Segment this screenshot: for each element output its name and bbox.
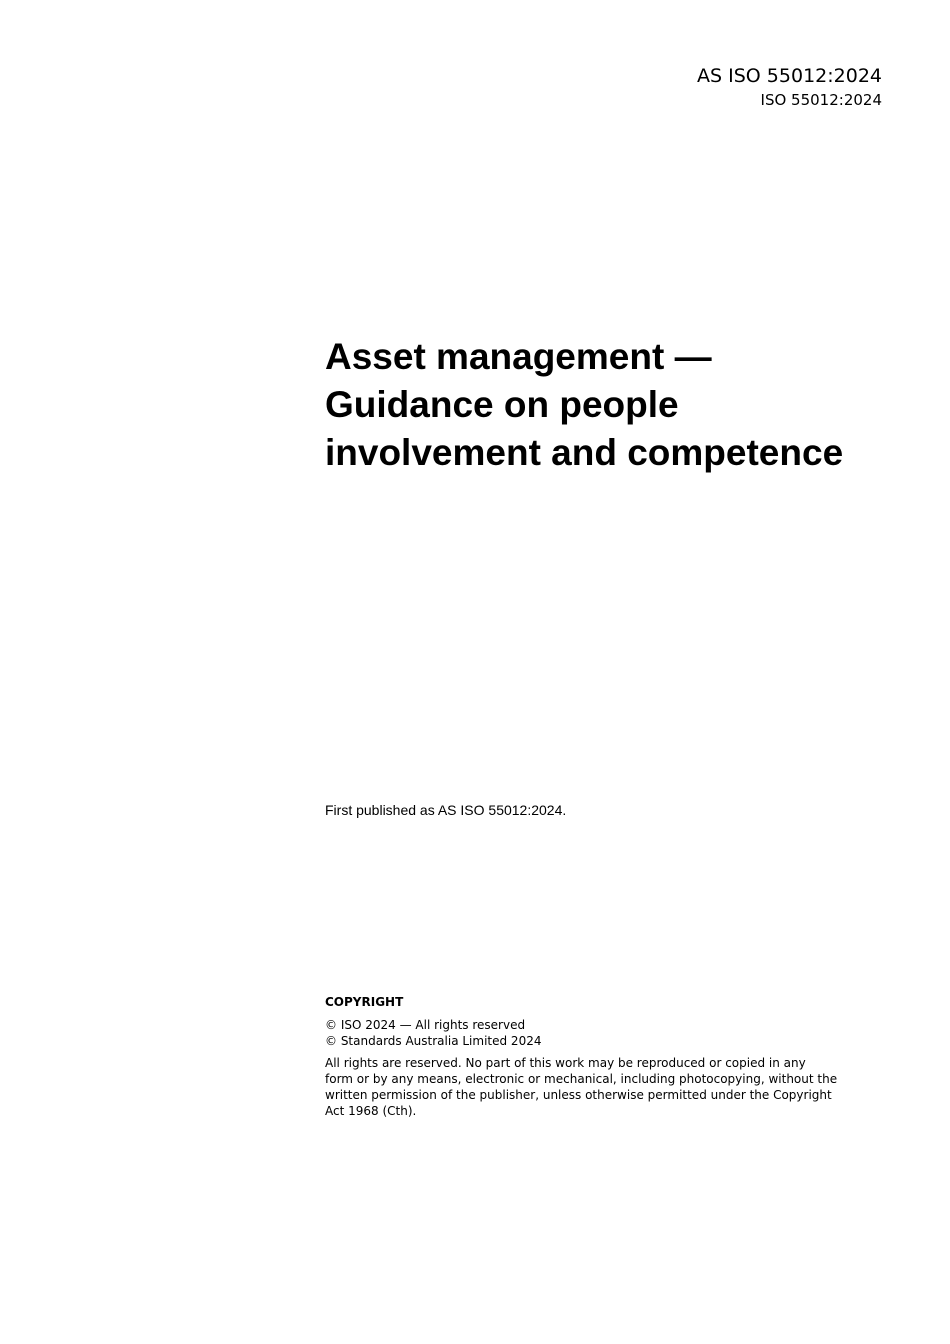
document-title-line: Guidance on people	[325, 384, 679, 425]
rights-statement-line: written permission of the publisher, unless otherwise permitted under the Copyright	[325, 1088, 832, 1102]
publication-note: First published as AS ISO 55012:2024.	[325, 802, 567, 818]
copyright-heading: COPYRIGHT	[325, 995, 404, 1009]
standard-designation-international: ISO 55012:2024	[760, 91, 882, 109]
rights-statement-line: All rights are reserved. No part of this work may be reproduced or copied in any	[325, 1056, 806, 1070]
document-title-line: involvement and competence	[325, 432, 844, 473]
document-title-line: Asset management —	[325, 336, 712, 377]
copyright-section	[325, 994, 865, 1119]
rights-statement-line: form or by any means, electronic or mechanical, including photocopying, without the	[325, 1072, 838, 1086]
copyright-notice: © ISO 2024 — All rights reserved	[325, 1018, 526, 1032]
copyright-notice: © Standards Australia Limited 2024	[325, 1034, 542, 1048]
rights-statement-line: Act 1968 (Cth).	[325, 1104, 417, 1118]
document-title	[325, 333, 885, 477]
copyright-notices	[325, 1017, 865, 1049]
standard-designation-national: AS ISO 55012:2024	[697, 65, 882, 87]
rights-statement	[325, 1055, 865, 1119]
